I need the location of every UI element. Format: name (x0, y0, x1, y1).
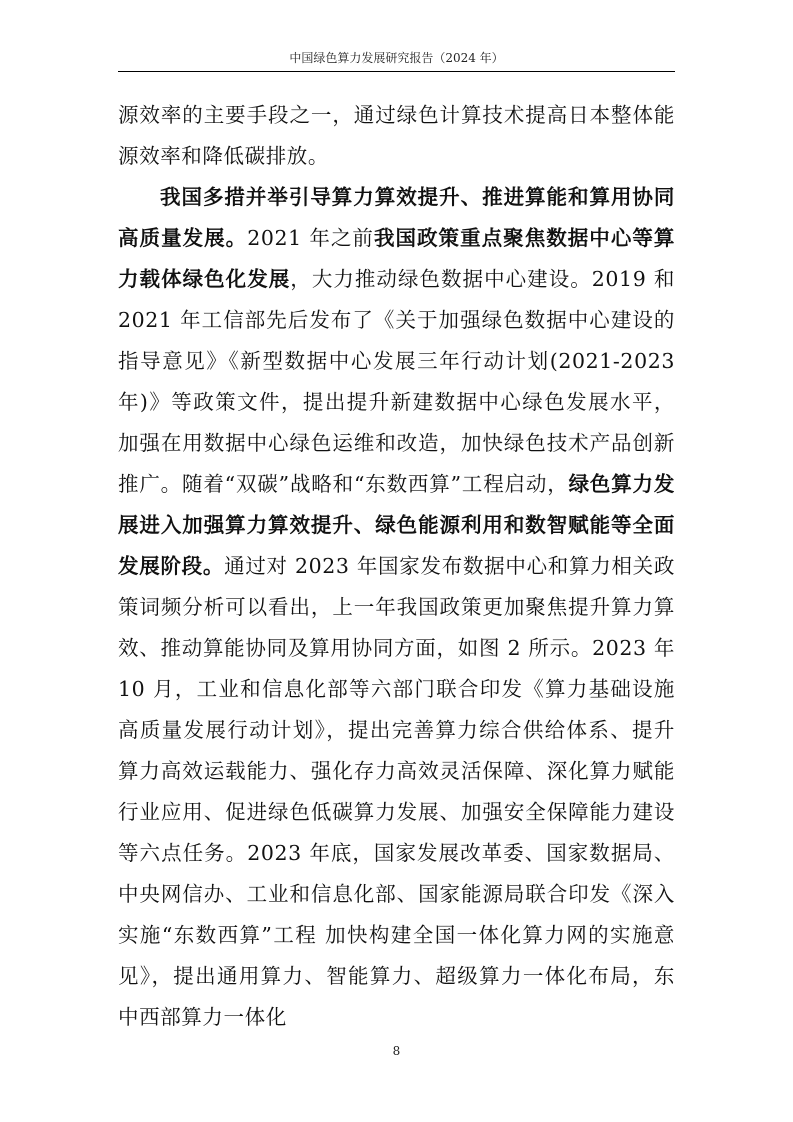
text-run: 通过对 2023 年国家发布数据中心和算力相关政策词频分析可以看出，上一年我国政策更加聚焦提升算力算效、推动算能协同及算用协同方面，如图 2 所示。2023 年 10 月，工业和信息化部等六部门联合印发《算力基础设施高质量发展行动计划》，提出完善算力综合供给体系、提升算力高效运载能力、强化存力高效灵活保障、深化算力赋能行业应用、促进绿色低碳算力发展、加强安全保障能力建设等六点任务。2023 年底，国家发展改革委、国家数据局、中央网信办、工业和信息化部、国家能源局联合印发《深入实施“东数西算”工程 加快构建全国一体化算力网的实施意见》，提出通用算力、智能算力、超级算力一体化布局，东中西部算力一体化 (118, 554, 676, 1029)
page-number: 8 (392, 1044, 401, 1058)
paragraph-policy (118, 177, 675, 1038)
running-header: 中国绿色算力发展研究报告（2024 年） (289, 51, 504, 65)
text-run: 源效率的主要手段之一，通过绿色计算技术提高日本整体能源效率和降低碳排放。 (118, 103, 675, 168)
paragraph-continuation (118, 95, 675, 177)
bold-text-run: 绿色算力发展进入加强算力算效提升、绿色能源利用和数智赋能等全面发展阶段。 (118, 472, 675, 578)
text-run: ，大力推动绿色数据中心建设。2019 和 2021 年工信部先后发布了《关于加强绿色数据中心建设的指导意见》《新型数据中心发展三年行动计划(2021-2023 年)》等政策文件，提出提升新建数据中心绿色发展水平，加强在用数据中心绿色运维和改造，加快绿色技术产品创新推广。随着“双碳”战略和“东数西算”工程启动， (118, 267, 675, 496)
bold-text-run: 我国多措并举引导算力算效提升、推进算能和算用协同高质量发展。 (118, 185, 675, 250)
header-divider (118, 71, 675, 72)
bold-text-run: 我国政策重点聚焦数据中心等算力载体绿色化发展 (118, 226, 675, 291)
report-body (118, 95, 675, 1038)
text-run: 2021 年之前 (247, 226, 374, 250)
